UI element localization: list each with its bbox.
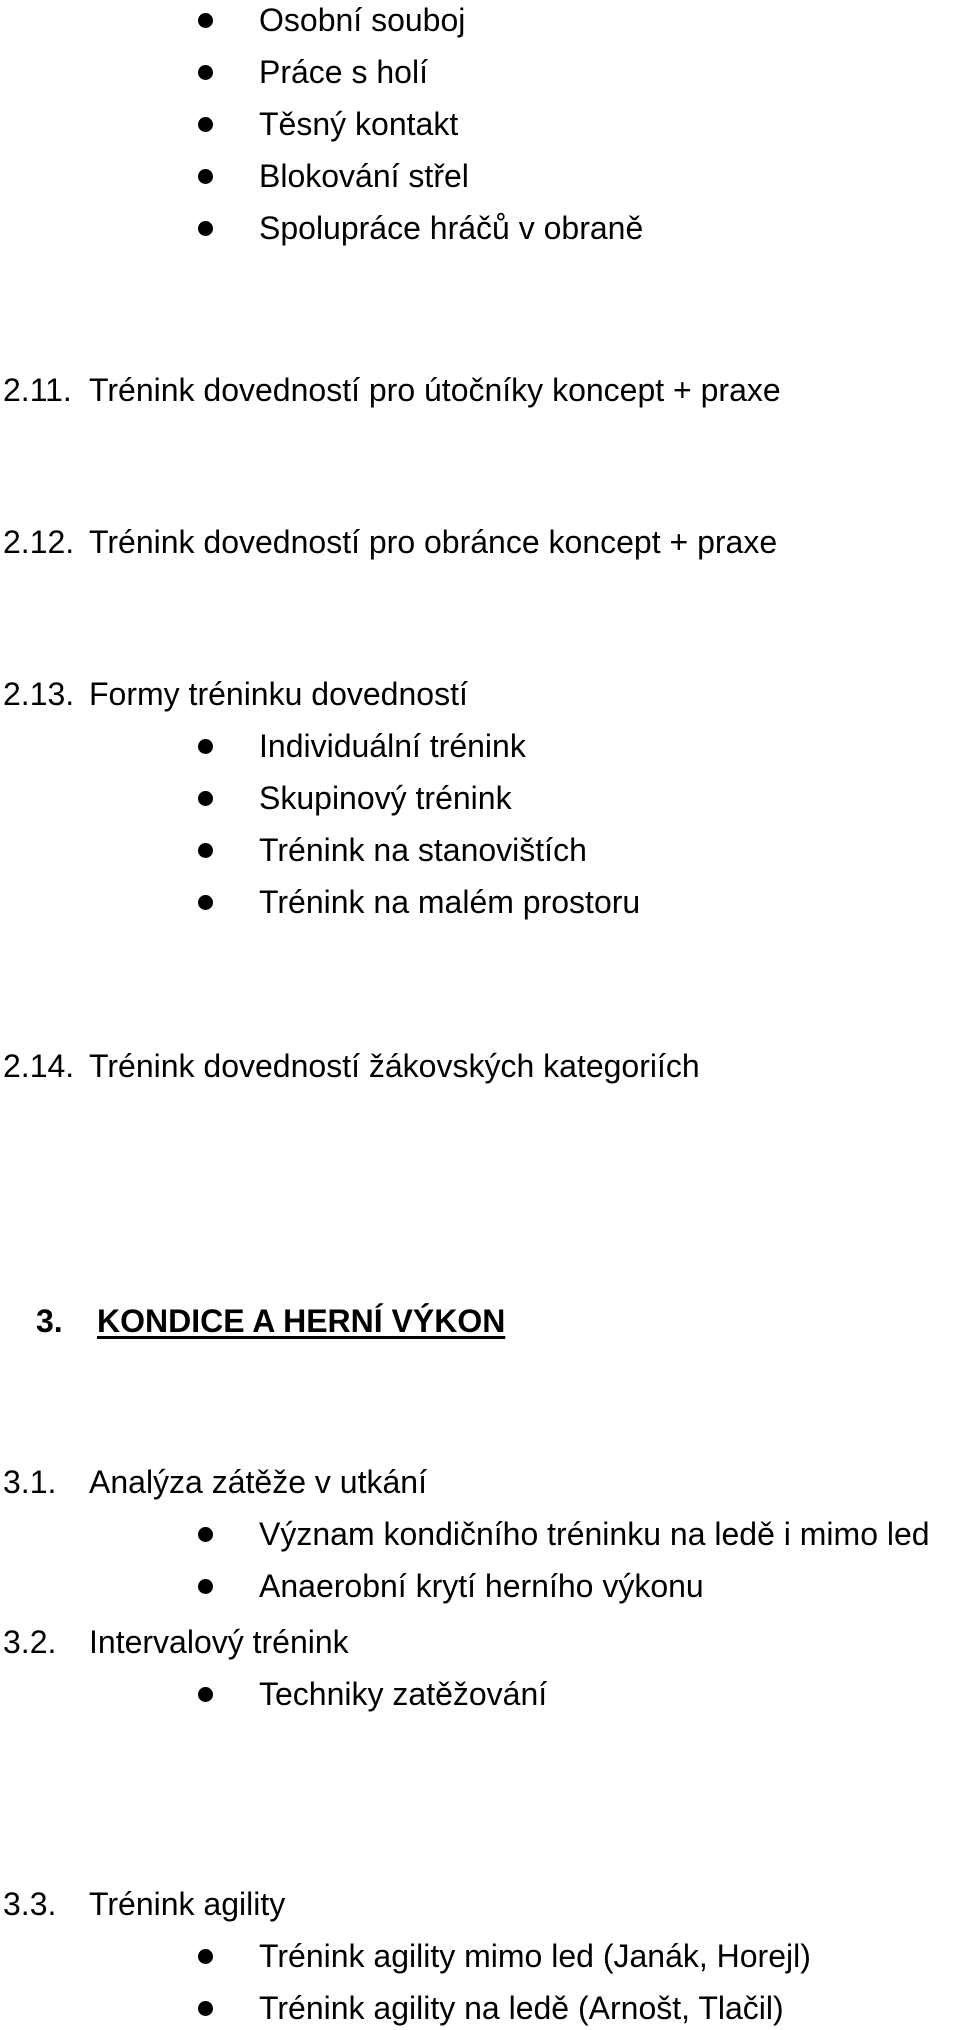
section-title: Intervalový trénink bbox=[89, 1624, 349, 1660]
chapter-number: 3. bbox=[36, 1303, 63, 1339]
bullet-icon bbox=[198, 1527, 213, 1542]
section-title: Trénink agility bbox=[89, 1886, 286, 1922]
list-item-text: Blokování střel bbox=[259, 158, 469, 194]
section-number: 2.11. bbox=[3, 372, 72, 408]
list-item-text: Práce s holí bbox=[259, 54, 428, 90]
chapter-title: KONDICE A HERNÍ VÝKON bbox=[97, 1303, 506, 1339]
list-item-text: Spolupráce hráčů v obraně bbox=[259, 210, 644, 246]
list-item-text: Trénink na stanovištích bbox=[259, 832, 587, 868]
bullet-icon bbox=[198, 895, 213, 910]
bullet-icon bbox=[198, 117, 213, 132]
section-number: 2.13. bbox=[3, 676, 75, 712]
section-title: Analýza zátěže v utkání bbox=[89, 1464, 427, 1500]
list-item-text: Trénink agility mimo led (Janák, Horejl) bbox=[259, 1938, 811, 1974]
list-item-text: Individuální trénink bbox=[259, 728, 526, 764]
section-title: Trénink dovedností žákovských kategoriích bbox=[89, 1048, 700, 1084]
bullet-icon bbox=[198, 1687, 213, 1702]
bullet-icon bbox=[198, 2001, 213, 2016]
section-title: Formy tréninku dovedností bbox=[89, 676, 468, 712]
bullet-icon bbox=[198, 1579, 213, 1594]
list-item-text: Techniky zatěžování bbox=[259, 1676, 548, 1712]
list-item-text: Těsný kontakt bbox=[259, 106, 459, 142]
list-item-text: Osobní souboj bbox=[259, 2, 466, 38]
bullet-icon bbox=[198, 1949, 213, 1964]
bullet-icon bbox=[198, 843, 213, 858]
section-number: 2.12. bbox=[3, 524, 75, 560]
bullet-icon bbox=[198, 13, 213, 28]
section-title: Trénink dovedností pro útočníky koncept + praxe bbox=[89, 372, 781, 408]
section-number: 3.3. bbox=[3, 1886, 57, 1922]
list-item-text: Skupinový trénink bbox=[259, 780, 512, 816]
section-number: 3.1. bbox=[3, 1464, 57, 1500]
bullet-icon bbox=[198, 65, 213, 80]
bullet-icon bbox=[198, 791, 213, 806]
section-title: Trénink dovedností pro obránce koncept + praxe bbox=[89, 524, 778, 560]
list-item-text: Trénink agility na ledě (Arnošt, Tlačil) bbox=[259, 1990, 784, 2026]
list-item-text: Význam kondičního tréninku na ledě i mimo led bbox=[259, 1516, 930, 1552]
bullet-icon bbox=[198, 739, 213, 754]
section-number: 3.2. bbox=[3, 1624, 57, 1660]
list-item-text: Trénink na malém prostoru bbox=[259, 884, 641, 920]
section-number: 2.14. bbox=[3, 1048, 75, 1084]
list-item-text: Anaerobní krytí herního výkonu bbox=[259, 1568, 704, 1604]
bullet-icon bbox=[198, 221, 213, 236]
bullet-icon bbox=[198, 169, 213, 184]
